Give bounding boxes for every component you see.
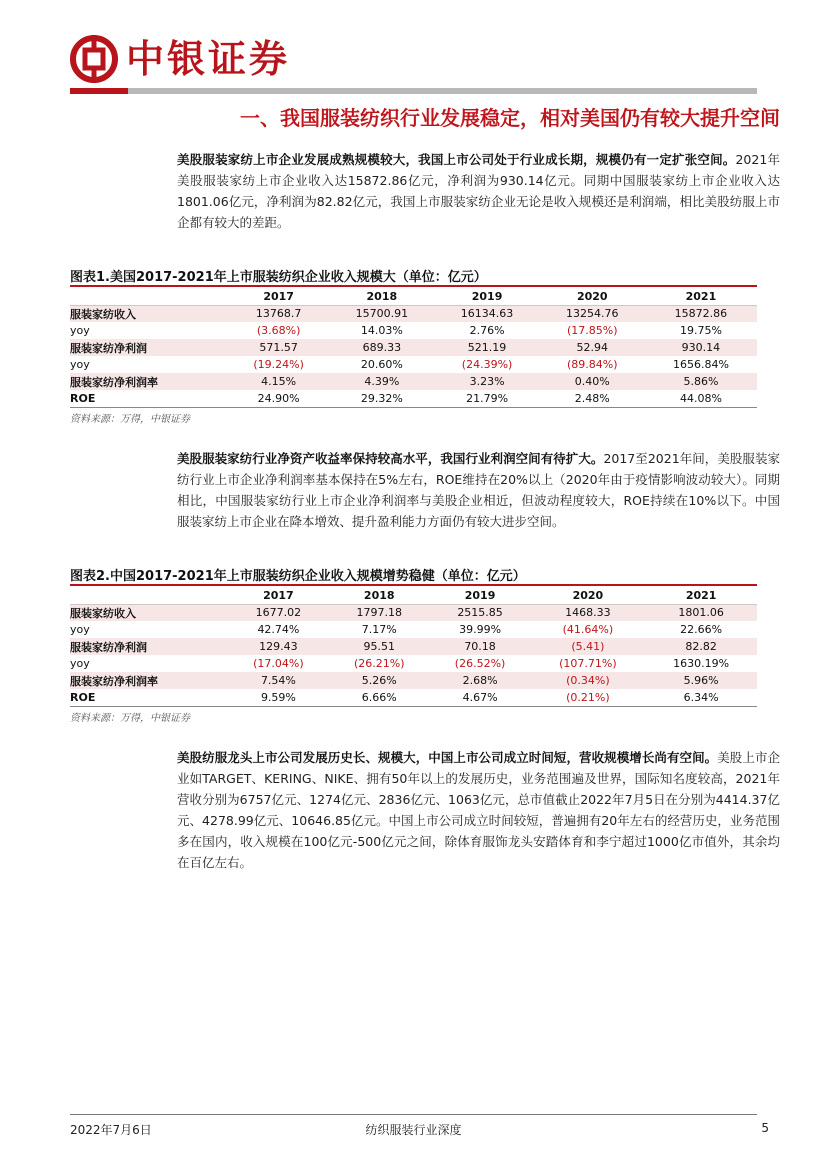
table-cell: (89.84%) (566, 358, 618, 371)
paragraph-2-body: 2017至2021年间，美股服装家纺行业上市企业净利润率基本保持在5%左右，ROE维持在20%以上（2020年由于疫情影响波动较大）。同期相比，中国服装家纺行业上市企业净利润率与美股企业相近，但波动程度较大，ROE持续在10%以下。中国服装家纺上市企业在降本增效、提升盈利能力方面仍有较大进步空间。 (177, 451, 780, 529)
paragraph-3 (177, 747, 780, 873)
row-label: 服装家纺净利润 (70, 638, 228, 655)
table-cell: (19.24%) (253, 358, 304, 371)
table-cell: 52.94 (540, 339, 645, 356)
table-cell: (41.64%) (562, 623, 614, 636)
table-2-title: 图表2.中国2017-2021年上市服装纺织企业收入规模增势稳健（单位：亿元） (70, 569, 526, 584)
table-cell: (17.85%) (566, 324, 618, 337)
footer-page-number: 5 (761, 1121, 769, 1135)
year-header: 2019 (430, 587, 531, 604)
table-cell: 5.26% (329, 672, 430, 689)
row-label: 服装家纺收入 (70, 305, 228, 322)
table-cell: 4.39% (329, 373, 434, 390)
table-cell: (26.21%) (353, 657, 405, 670)
table-row (70, 621, 757, 638)
table-cell: (24.39%) (461, 358, 513, 371)
table-1-rule (70, 285, 757, 287)
year-header: 2021 (645, 587, 757, 604)
table-cell: 14.03% (360, 324, 403, 337)
row-label: ROE (70, 390, 228, 407)
table-cell: 24.90% (228, 390, 329, 407)
table-row (70, 356, 757, 373)
table-1-source: 资料来源：万得，中银证券 (70, 414, 190, 425)
table-cell: 3.23% (434, 373, 539, 390)
table-cell: 39.99% (459, 623, 502, 636)
paragraph-3-body: 美股上市企业如TARGET、KERING、NIKE、拥有50年以上的发展历史，业务范围遍及世界，国际知名度较高，2021年营收分别为6757亿元、1274亿元、2836亿元、1063亿元，总市值截止2022年7月5日在分别为4414.37亿元、4278.99亿元、10646.85亿元。中国上市公司成立时间较短，普遍拥有20年左右的经营历史，业务范围多在国内，收入规模在100亿元-500亿元之间，除体育服饰龙头安踏体育和李宁超过1000亿市值外，其余均在百亿左右。 (177, 750, 780, 870)
footer-rule (70, 1114, 757, 1115)
table-cell: 1656.84% (672, 358, 729, 371)
row-label: 服装家纺净利润率 (70, 672, 228, 689)
boc-logo-icon (70, 35, 118, 83)
table-1-title: 图表1.美国2017-2021年上市服装纺织企业收入规模大（单位：亿元） (70, 270, 487, 285)
table-cell: 5.96% (645, 672, 757, 689)
table-cell: 29.32% (329, 390, 434, 407)
table-cell: 7.17% (361, 623, 397, 636)
table-2-source: 资料来源：万得，中银证券 (70, 713, 190, 724)
table-cell: 2.48% (540, 390, 645, 407)
table-row (70, 655, 757, 672)
row-label: 服装家纺净利润 (70, 339, 228, 356)
paragraph-2-lead: 美股服装家纺行业净资产收益率保持较高水平，我国行业利润空间有待扩大。 (177, 451, 604, 466)
paragraph-1-body: 2021年美股服装家纺上市企业收入达15872.86亿元，净利润为930.14亿元。同期中国服装家纺上市企业收入达1801.06亿元，净利润为82.82亿元，我国上市服装家纺企业无论是收入规模还是利润端，相比美股纺服上市企都有较大的差距。 (177, 152, 780, 230)
year-header: 2018 (329, 587, 430, 604)
row-label: 服装家纺净利润率 (70, 373, 228, 390)
table-cell: 0.40% (540, 373, 645, 390)
table-cell: 16134.63 (434, 305, 539, 322)
table-cell: 70.18 (430, 638, 531, 655)
table-row (70, 604, 757, 621)
table-cell: 1797.18 (329, 604, 430, 621)
table-cell: 13768.7 (228, 305, 329, 322)
table-cell: 571.57 (228, 339, 329, 356)
footer-date: 2022年7月6日 (70, 1123, 152, 1137)
table-cell: 95.51 (329, 638, 430, 655)
table-cell: 521.19 (434, 339, 539, 356)
year-header: 2019 (434, 288, 539, 305)
table-cell: (3.68%) (256, 324, 301, 337)
table-cell: 689.33 (329, 339, 434, 356)
paragraph-1-lead: 美股服装家纺上市企业发展成熟规模较大，我国上市公司处于行业成长期，规模仍有一定扩张空间。 (177, 152, 736, 167)
table-cell: 4.67% (430, 689, 531, 706)
table-cell: 5.86% (645, 373, 757, 390)
paragraph-3-lead: 美股纺服龙头上市公司发展历史长、规模大，中国上市公司成立时间短，营收规模增长尚有空间。 (177, 750, 718, 765)
year-header: 2018 (329, 288, 434, 305)
table-cell: (107.71%) (559, 657, 617, 670)
table-cell: 82.82 (645, 638, 757, 655)
header-blank-cell (70, 587, 228, 604)
table-cell: (0.34%) (530, 672, 645, 689)
row-label: 服装家纺收入 (70, 604, 228, 621)
table-row (70, 339, 757, 356)
section-title: 一、我国服装纺织行业发展稳定，相对美国仍有较大提升空间 (240, 106, 780, 130)
table-row (70, 373, 757, 390)
row-label: ROE (70, 689, 228, 706)
year-header: 2017 (228, 587, 329, 604)
row-label: yoy (70, 623, 90, 636)
table-cell: 13254.76 (540, 305, 645, 322)
table-header-row (70, 587, 757, 604)
table-cell: 21.79% (434, 390, 539, 407)
table-cell: 42.74% (257, 623, 300, 636)
header-rule-grey (128, 88, 757, 94)
table-cell: (0.21%) (530, 689, 645, 706)
table-cell: 4.15% (228, 373, 329, 390)
table-row (70, 305, 757, 322)
table-2-rule (70, 584, 757, 586)
paragraph-1 (177, 149, 780, 233)
table-cell: 1801.06 (645, 604, 757, 621)
table-cell: 22.66% (680, 623, 723, 636)
table-cell: 2.76% (469, 324, 505, 337)
table-cell: 1677.02 (228, 604, 329, 621)
table-cell: (17.04%) (253, 657, 304, 670)
table-row (70, 638, 757, 655)
page-header (70, 34, 290, 84)
table-cell: 15700.91 (329, 305, 434, 322)
table-cell: 6.34% (645, 689, 757, 706)
paragraph-2 (177, 448, 780, 532)
table-cell: (26.52%) (454, 657, 506, 670)
header-blank-cell (70, 288, 228, 305)
brand-name: 中银证券 (126, 36, 291, 81)
table-cell: 7.54% (228, 672, 329, 689)
table-1 (70, 288, 757, 408)
row-label: yoy (70, 358, 90, 371)
table-cell: 1468.33 (530, 604, 645, 621)
table-row (70, 322, 757, 339)
table-row (70, 672, 757, 689)
table-cell: 930.14 (645, 339, 757, 356)
row-label: yoy (70, 324, 90, 337)
table-cell: 6.66% (329, 689, 430, 706)
header-rule-red (70, 88, 128, 94)
table-cell: 2.68% (430, 672, 531, 689)
year-header: 2020 (540, 288, 645, 305)
table-cell: 19.75% (679, 324, 722, 337)
table-cell: 9.59% (228, 689, 329, 706)
table-header-row (70, 288, 757, 305)
year-header: 2017 (228, 288, 329, 305)
table-row (70, 390, 757, 407)
year-header: 2021 (645, 288, 757, 305)
footer-report-name: 纺织服装行业深度 (365, 1123, 462, 1137)
table-cell: 20.60% (360, 358, 403, 371)
row-label: yoy (70, 657, 90, 670)
table-cell: 15872.86 (645, 305, 757, 322)
year-header: 2020 (530, 587, 645, 604)
table-cell: 44.08% (645, 390, 757, 407)
table-2 (70, 587, 757, 707)
table-cell: 129.43 (228, 638, 329, 655)
table-row (70, 689, 757, 706)
table-cell: 2515.85 (430, 604, 531, 621)
table-cell: (5.41) (530, 638, 645, 655)
table-cell: 1630.19% (673, 657, 730, 670)
